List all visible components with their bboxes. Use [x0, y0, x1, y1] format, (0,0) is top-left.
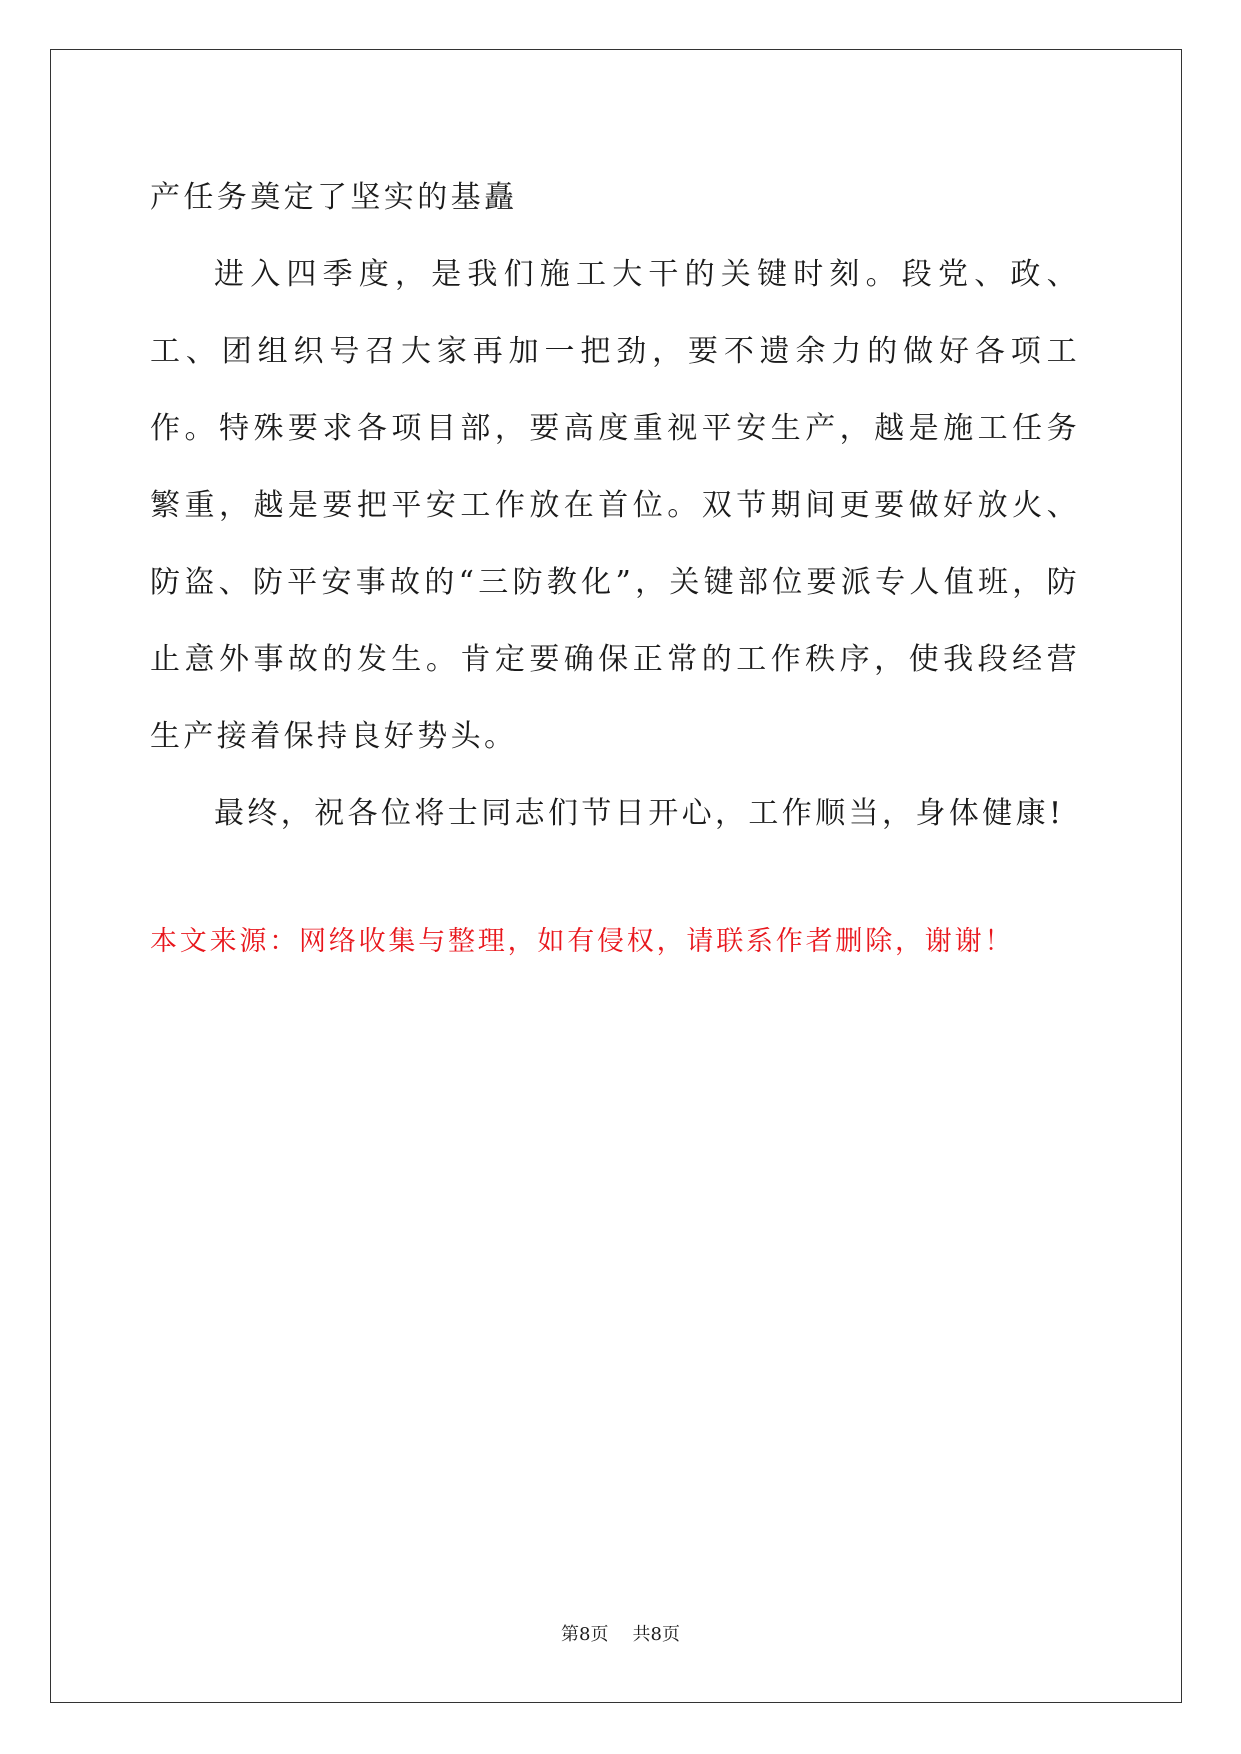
- page-total: 共8页: [632, 1624, 680, 1645]
- page-number: 第8页: [561, 1624, 609, 1645]
- paragraph-continued: 产任务奠定了坚实的基矗: [150, 180, 518, 215]
- paragraph-closing-wishes: 最终，祝各位将士同志们节日开心，工作顺当，身体健康!: [214, 796, 1065, 831]
- page-footer: [0, 1623, 1241, 1647]
- paragraph-fourth-quarter: 进入四季度，是我们施工大干的关键时刻。段党、政、工、团组织号召大家再加一把劲，要不遗余力的做好各项工作。特殊要求各项目部，要高度重视平安生产，越是施工任务繁重，越是要把平安工作放在首位。双节期间更要做好放火、防盗、防平安事故的“三防教化”，关键部位要派专人值班，防止意外事故的发生。肯定要确保正常的工作秩序，使我段经营生产接着保持良好势头。: [150, 257, 1080, 754]
- source-disclaimer: 本文来源：网络收集与整理，如有侵权，请联系作者删除，谢谢！: [150, 926, 1015, 957]
- document-body: [150, 160, 1080, 962]
